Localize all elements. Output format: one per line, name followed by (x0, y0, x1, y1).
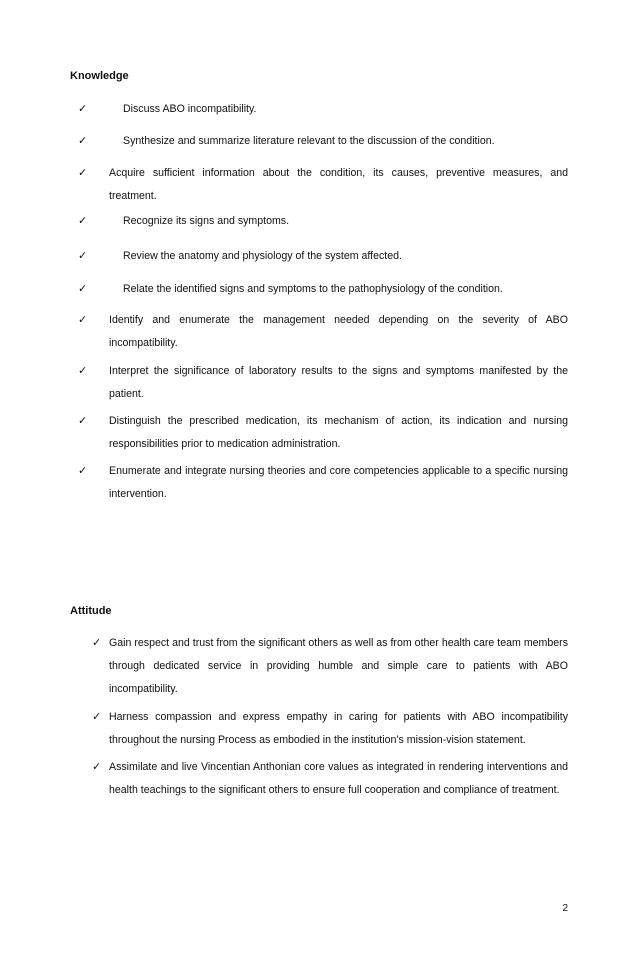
checkmark-icon: ✓ (92, 711, 102, 723)
attitude-item-text: Gain respect and trust from the significant others as well as from other health care team members through dedicated service in providing humble and simple care to patients with ABO incompatibility. (109, 637, 568, 695)
attitude-item-text: Harness compassion and express empathy in caring for patients with ABO incompatibility throughout the nursing Process as embodied in the institution’s mission-vision statement. (109, 711, 568, 746)
knowledge-item-text: Recognize its signs and symptoms. (123, 215, 290, 227)
checkmark-icon: ✓ (78, 283, 88, 295)
knowledge-item-text: Enumerate and integrate nursing theories and core competencies applicable to a specific nursing intervention. (109, 465, 568, 500)
checkmark-icon: ✓ (92, 637, 102, 649)
knowledge-item-text: Synthesize and summarize literature relevant to the discussion of the condition. (123, 135, 495, 147)
checkmark-icon: ✓ (78, 167, 88, 179)
checkmark-icon: ✓ (78, 365, 88, 377)
knowledge-item-text: Interpret the significance of laboratory results to the signs and symptoms manifested by the patient. (109, 365, 568, 400)
knowledge-item-text: Identify and enumerate the management needed depending on the severity of ABO incompatibility. (109, 314, 568, 349)
checkmark-icon: ✓ (78, 103, 88, 115)
checkmark-icon: ✓ (78, 314, 88, 326)
knowledge-item-text: Acquire sufficient information about the condition, its causes, preventive measures, and treatment. (109, 167, 568, 202)
checkmark-icon: ✓ (78, 415, 88, 427)
knowledge-item-text: Review the anatomy and physiology of the system affected. (123, 250, 402, 262)
checkmark-icon: ✓ (78, 215, 88, 227)
knowledge-item-text: Relate the identified signs and symptoms to the pathophysiology of the condition. (123, 283, 503, 295)
attitude-item-text: Assimilate and live Vincentian Anthonian core values as integrated in rendering interventions and health teachings to the significant others to ensure full cooperation and compliance of treatment. (109, 761, 568, 796)
checkmark-icon: ✓ (78, 250, 88, 262)
knowledge-item-text: Discuss ABO incompatibility. (123, 103, 257, 115)
knowledge-heading: Knowledge (70, 70, 129, 82)
page-number: 2 (562, 903, 568, 914)
knowledge-item-text: Distinguish the prescribed medication, its mechanism of action, its indication and nursing responsibilities prior to medication administration. (109, 415, 568, 450)
checkmark-icon: ✓ (92, 761, 102, 773)
attitude-heading: Attitude (70, 605, 112, 617)
checkmark-icon: ✓ (78, 135, 88, 147)
checkmark-icon: ✓ (78, 465, 88, 477)
